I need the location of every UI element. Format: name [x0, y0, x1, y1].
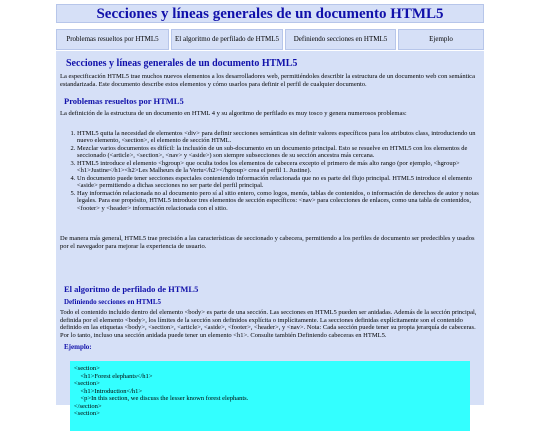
code-line: <p>In this section, we discuss the lesser known forest elephants. [74, 395, 249, 402]
intro-paragraph: La especificación HTML5 trae muchos nuevos elementos a los desarrolladores web, permitiéndoles describir la estructura de un documento web con semántica estandarizada. Este documento describe estos elementos y cómo usarlos para definir el perfil de cualquier documento. [60, 73, 475, 88]
problems-list [60, 130, 480, 213]
code-line: <h1>Introduction</h1> [74, 387, 143, 395]
page-title: Secciones y líneas generales de un documento HTML5 [56, 4, 484, 23]
code-line: <h1>Forest elephants</h1> [74, 372, 153, 380]
list-item: 2. Mezclar varios documentos es difícil: la inclusión de un sub-documento en un documento principal. Esto se resuelve en HTML5 con los elementos de seccionado (<article>, <section>, <nav> y <aside>) son siempre subsecciones de su sección ancestra más cercana. [77, 145, 480, 160]
example-heading: Ejemplo: [64, 343, 92, 351]
code-example [70, 361, 470, 431]
defining-paragraph: Todo el contenido incluido dentro del elemento <body> es parte de una sección. Las secciones en HTML5 pueden ser anidadas. Además de la sección principal, definida por el elemento <body>, los límites de la sección son definidos explícita o implícitamente. La secciones definidas explícitamente son el contenido definido en las etiquetas <body>, <section>, <article>, <aside>, <footer>, <header>, y <nav>. Nota: Cada sección puede tener su propia jerarquía de cabeceras. Por lo tanto, incluso una sección anidada puede tener un elemento <h1>. Consulte también Definiendo cabeceras en HTML5. [60, 309, 477, 339]
nav-link-problemas[interactable]: Problemas resueltos por HTML5 [56, 29, 169, 50]
nav-link-definiendo[interactable]: Definiendo secciones en HTML5 [285, 29, 396, 50]
main-content [56, 51, 484, 417]
problems-heading: Problemas resueltos por HTML5 [64, 96, 184, 106]
list-item: 3. HTML5 introduce el elemento <hgroup> que oculta todos los elementos de cabecera excepto el primero de más alto rango (por ejemplo, <hgroup><h1>Justine</h1><h2>Les Malheurs de la Vertu</h2></hgroup> crea el perfil 1. Justine). [77, 160, 480, 175]
list-item: 4. Un documento puede tener secciones especiales conteniendo información relacionada que no es parte del flujo principal. HTML5 introduce el elemento <aside> permitiendo a dichas secciones no ser parte del perfil principal. [77, 175, 480, 190]
list-item: 1. HTML5 quita la necesidad de elementos <div> para definir secciones semánticas sin definir valores específicos para los atributos class, introduciendo un nuevo elemento, <section>, el elemento de sección HTML. [77, 130, 480, 145]
content-heading: Secciones y líneas generales de un documento HTML5 [66, 58, 298, 69]
problems-intro: La definición de la estructura de un documento en HTML 4 y su algoritmo de perfilado es muy tosco y genera numerosos problemas: [60, 110, 407, 117]
top-nav [56, 29, 484, 50]
code-line: <section> [74, 365, 100, 372]
code-line: <section> [74, 380, 100, 387]
list-item: 5. Hay información relacionada no al documento pero sí al sitio entero, como logos, menús, tablas de contenidos, o información de derechos de autor y notas legales. Para ese propósito, HTML5 introduce tres elementos de sección específicos: <nav> para colecciones de enlaces, como una tabla de contenidos, <footer> y <header> información relacionada con el sitio. [77, 190, 480, 213]
code-line: <section> [74, 410, 100, 417]
code-line: </section> [74, 402, 102, 410]
nav-link-algoritmo[interactable]: El algoritmo de perfilado de HTML5 [171, 29, 283, 50]
nav-link-ejemplo[interactable]: Ejemplo [398, 29, 484, 50]
defining-heading: Definiendo secciones en HTML5 [64, 298, 162, 306]
algorithm-heading: El algoritmo de perfilado de HTML5 [64, 284, 199, 294]
summary-paragraph: De manera más general, HTML5 trae precisión a las características de seccionado y cabecera, permitiendo a los perfiles de documento ser predecibles y usados por el navegador para mejorar la experiencia de usuario. [60, 235, 475, 250]
